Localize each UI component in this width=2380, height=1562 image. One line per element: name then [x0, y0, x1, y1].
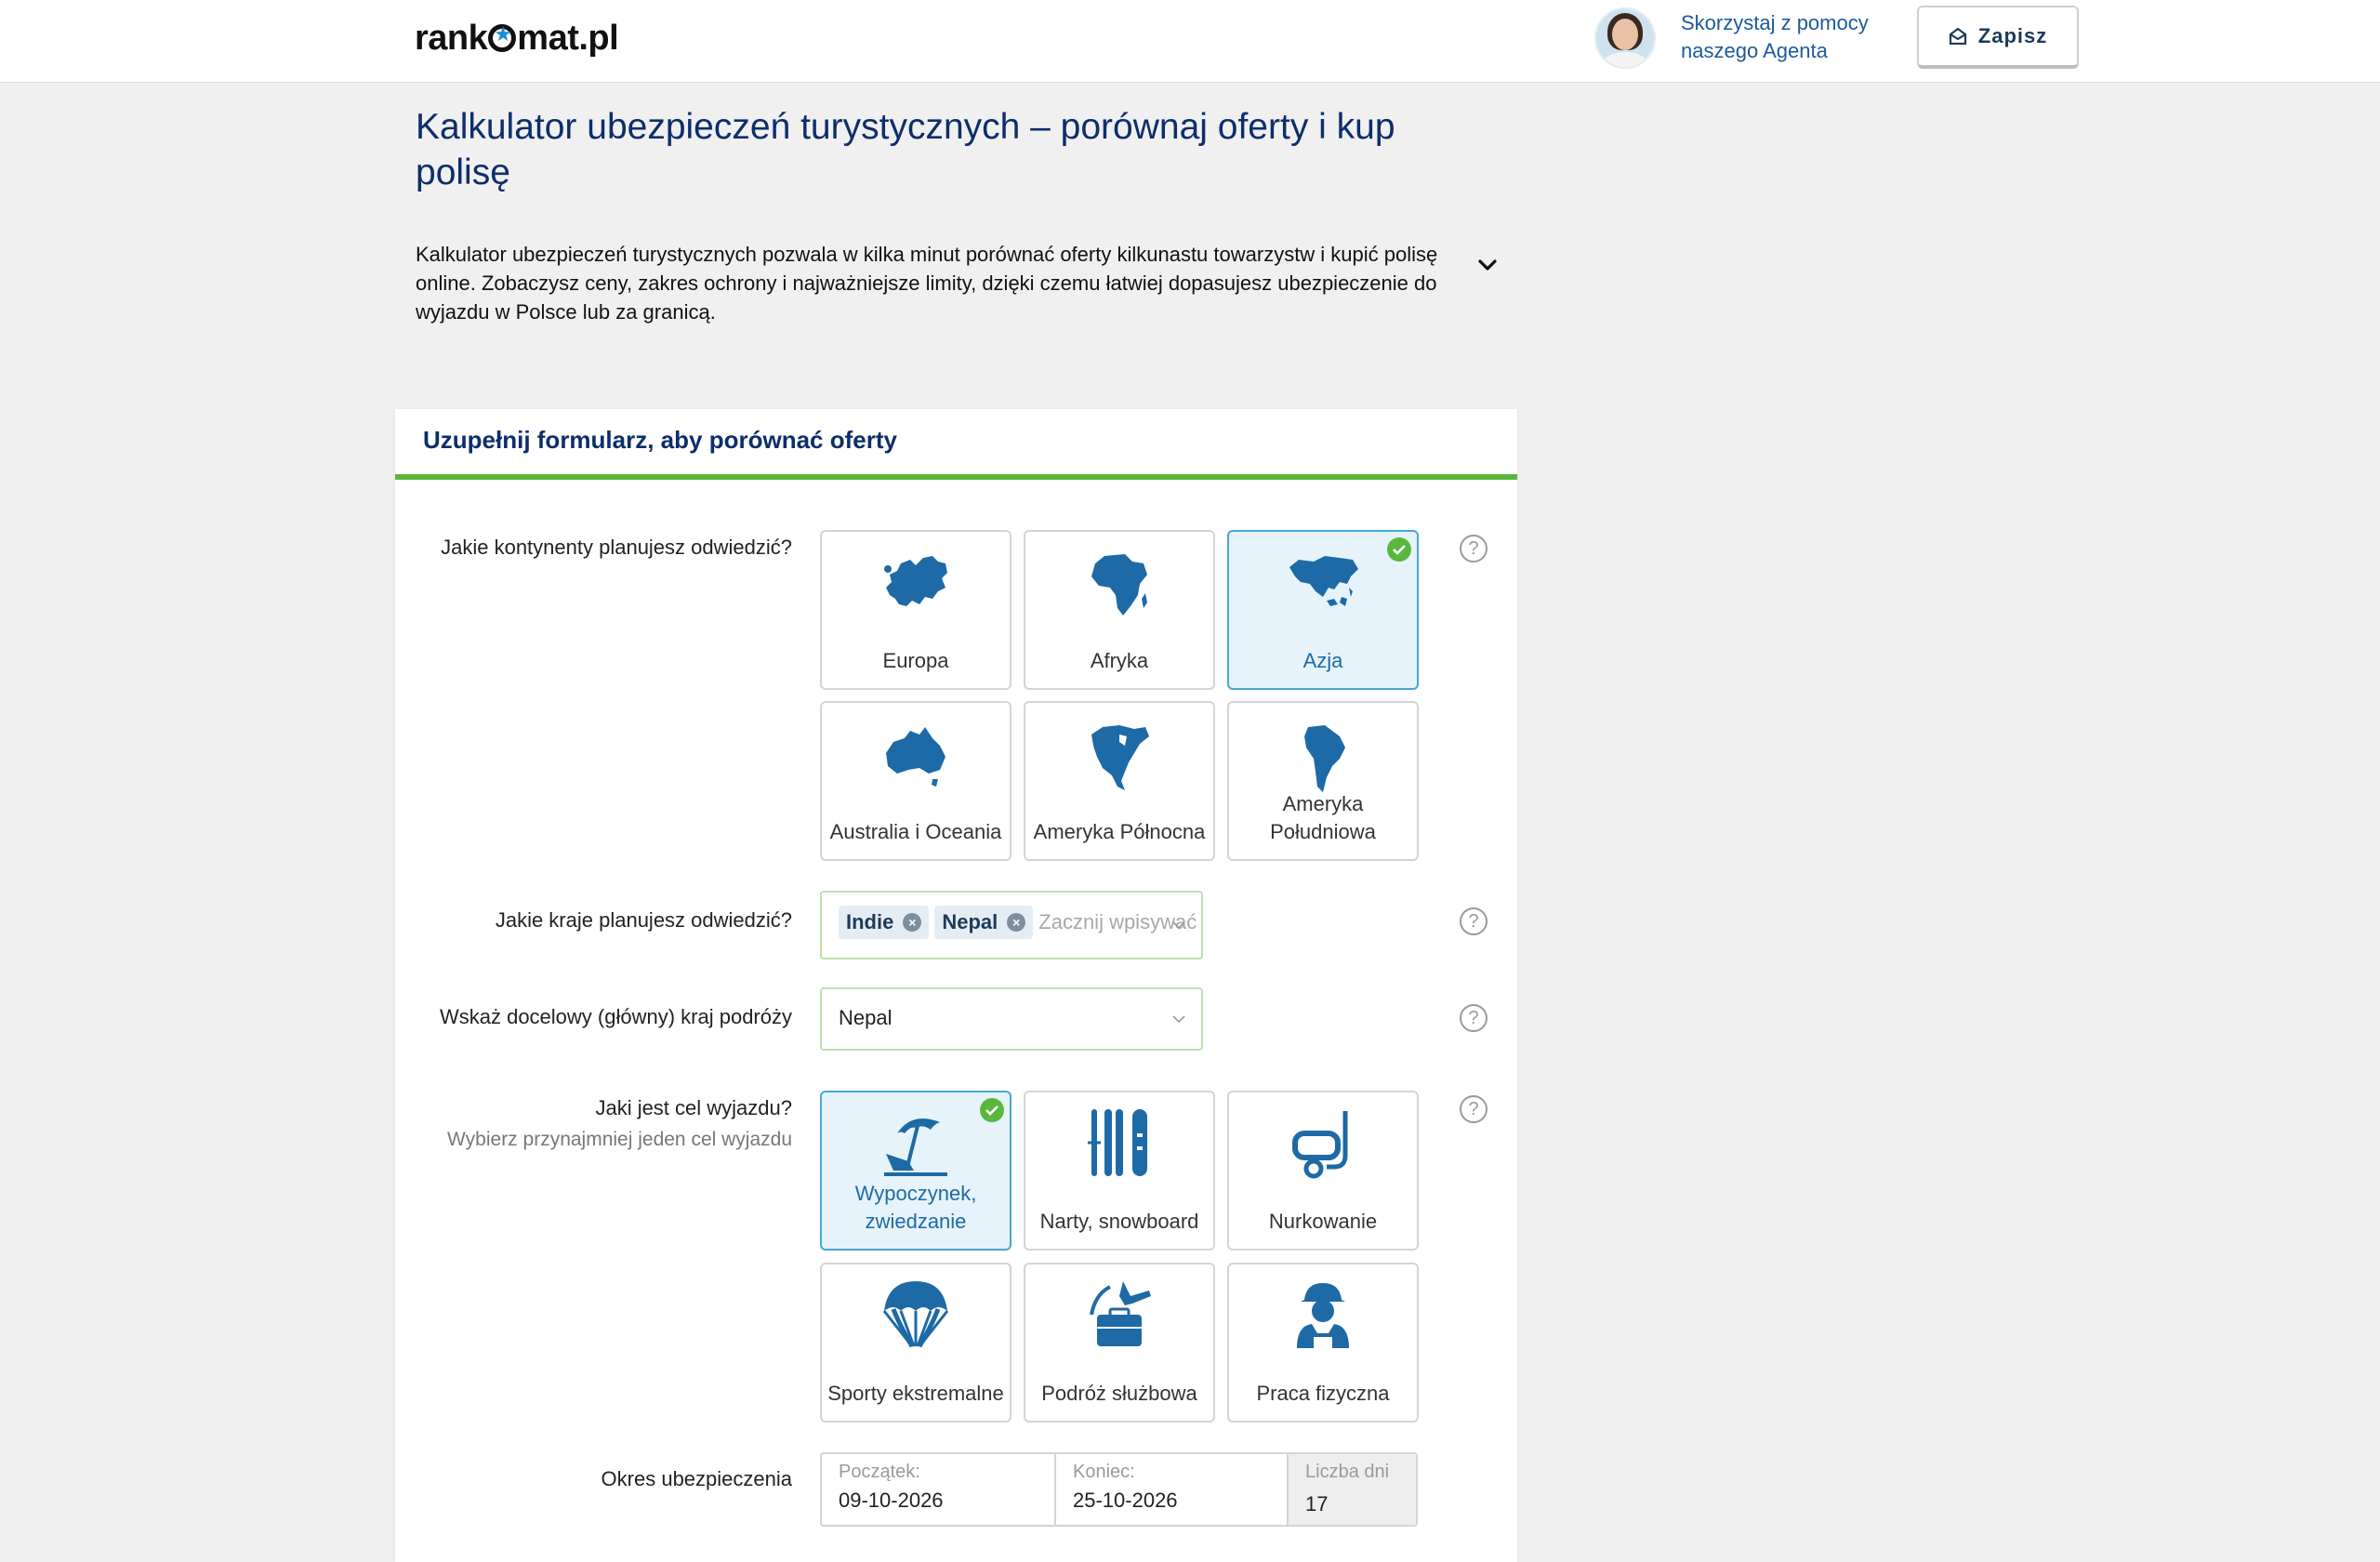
end-date-field[interactable]: [1054, 1454, 1287, 1525]
continent-tile-ameryka-polnocna[interactable]: [1024, 701, 1215, 861]
rankomat-logo[interactable]: rank★ mat.pl: [415, 19, 618, 59]
continent-tile-afryka[interactable]: [1024, 530, 1215, 690]
start-date-value: 09-10-2026: [839, 1489, 944, 1512]
continents-question: Jakie kontynenty planujesz odwiedzić?: [441, 536, 792, 559]
intro-text: Kalkulator ubezpieczeń turystycznych pozwala w kilka minut porównać oferty kilkunastu towarzystw i kupić polisę online. Zobaczysz ceny, zakres ochrony i najważniejsze limity, dzięki czemu łatwiej dopasujesz ubezpieczenie do wyjazdu w Polsce lub za granicą.: [416, 243, 1438, 324]
agent-help-link[interactable]: [1681, 9, 1885, 65]
comparison-form-card: [395, 409, 1517, 1562]
country-chip-nepal: Nepal ×: [934, 906, 1033, 939]
purpose-help-icon[interactable]: ?: [1460, 1095, 1488, 1123]
main-country-question: Wskaż docelowy (główny) kraj podróży: [439, 1005, 792, 1028]
start-date-label: Początek:: [839, 1462, 920, 1482]
skis-icon: [1082, 1105, 1157, 1180]
africa-map-icon: [1082, 550, 1157, 619]
north-america-map-icon: [1082, 721, 1157, 794]
top-bar: [0, 0, 2380, 83]
continent-label: Azja: [1302, 649, 1343, 672]
purpose-hint: Wybierz przynajmniej jeden cel wyjazdu: [447, 1129, 792, 1150]
purpose-tile-wypoczynek[interactable]: [820, 1091, 1012, 1251]
continent-label: Europa: [882, 649, 949, 672]
save-button[interactable]: [1917, 6, 2079, 69]
continent-label: Afryka: [1090, 649, 1149, 672]
worker-helmet-icon: [1286, 1277, 1360, 1352]
days-count-field: [1287, 1454, 1416, 1525]
days-count-label: Liczba dni: [1305, 1462, 1390, 1482]
page-title: Kalkulator ubezpieczeń turystycznych – porównaj oferty i kup polisę: [416, 107, 1395, 192]
countries-search-input[interactable]: Zacznij wpisywać: [1038, 910, 1197, 933]
remove-chip-icon[interactable]: ×: [903, 913, 921, 932]
south-america-map-icon: [1286, 721, 1360, 794]
continent-label: Ameryka Północna: [1033, 820, 1206, 843]
main-country-select[interactable]: [820, 987, 1203, 1051]
period-question: Okres ubezpieczenia: [601, 1467, 792, 1490]
form-title: Uzupełnij formularz, aby porównać oferty: [423, 426, 897, 454]
country-chip-indie: Indie ×: [839, 906, 929, 939]
purpose-label: Praca fizyczna: [1256, 1382, 1390, 1405]
continent-tile-ameryka-poludniowa[interactable]: [1227, 701, 1419, 861]
asia-map-icon: [1286, 550, 1360, 616]
briefcase-plane-icon: [1082, 1277, 1157, 1352]
snorkel-mask-icon: [1286, 1105, 1360, 1180]
envelope-icon: [1949, 28, 1967, 45]
countries-help-icon[interactable]: ?: [1460, 907, 1488, 935]
purpose-label: Wypoczynek, zwiedzanie: [854, 1182, 977, 1233]
insurance-period-fields: [820, 1452, 1418, 1527]
chevron-down-icon[interactable]: [1171, 1012, 1186, 1026]
parachute-icon: [879, 1277, 953, 1352]
purpose-question: Jaki jest cel wyjazdu?: [595, 1096, 792, 1119]
europe-map-icon: [879, 550, 953, 616]
continent-tile-australia[interactable]: [820, 701, 1012, 861]
agent-avatar[interactable]: [1594, 7, 1656, 69]
remove-chip-icon[interactable]: ×: [1007, 913, 1025, 932]
logo-star-icon: [488, 24, 516, 52]
continent-tile-azja[interactable]: [1227, 530, 1419, 690]
purpose-tile-sporty[interactable]: [820, 1263, 1012, 1423]
purpose-label: Podróż służbowa: [1041, 1382, 1197, 1405]
end-date-label: Koniec:: [1073, 1462, 1135, 1482]
agent-help-line1: Skorzystaj z pomocy: [1681, 11, 1869, 34]
purpose-tile-praca-fizyczna[interactable]: [1227, 1263, 1419, 1423]
purpose-tile-nurkowanie[interactable]: [1227, 1091, 1419, 1251]
australia-map-icon: [879, 721, 953, 790]
main-country-value: Nepal: [839, 1006, 892, 1029]
continent-label: Ameryka Południowa: [1270, 792, 1376, 843]
continents-help-icon[interactable]: ?: [1460, 535, 1488, 563]
continent-tile-europa[interactable]: [820, 530, 1012, 690]
beach-umbrella-icon: [879, 1105, 953, 1180]
purpose-label: Narty, snowboard: [1039, 1210, 1199, 1233]
purpose-tile-narty[interactable]: [1024, 1091, 1215, 1251]
countries-multiselect[interactable]: [820, 891, 1203, 960]
purpose-label: Sporty ekstremalne: [827, 1382, 1004, 1405]
purpose-tile-podroz-sluzbowa[interactable]: [1024, 1263, 1215, 1423]
continent-label: Australia i Oceania: [829, 820, 1002, 843]
days-count-value: 17: [1305, 1492, 1329, 1516]
main-country-help-icon[interactable]: ?: [1460, 1004, 1488, 1032]
agent-help-line2: naszego Agenta: [1681, 39, 1828, 62]
countries-question: Jakie kraje planujesz odwiedzić?: [495, 908, 792, 932]
save-button-label: Zapisz: [1977, 24, 2048, 47]
end-date-value: 25-10-2026: [1073, 1489, 1178, 1512]
start-date-field[interactable]: [822, 1454, 1054, 1525]
purpose-label: Nurkowanie: [1268, 1210, 1378, 1233]
expand-chevron-icon[interactable]: [1474, 251, 1501, 279]
form-header: [395, 409, 1517, 480]
chevron-down-icon[interactable]: [1171, 918, 1186, 933]
